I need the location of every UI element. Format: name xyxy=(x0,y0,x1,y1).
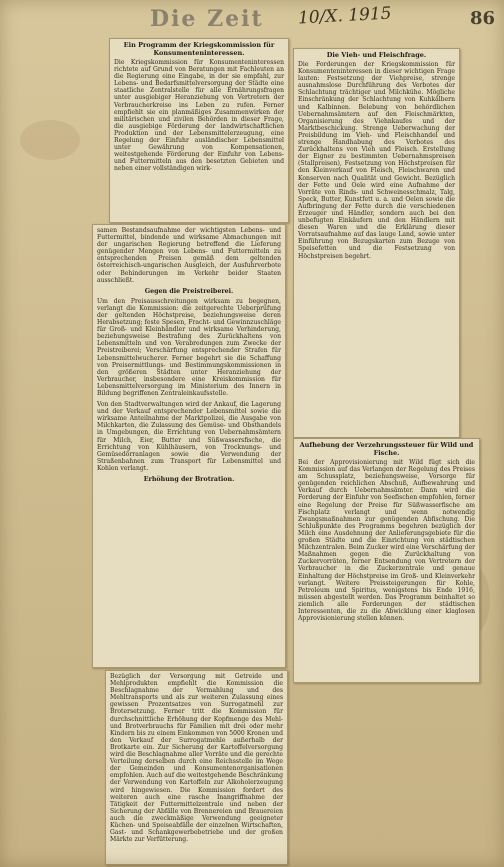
article-subheading: Erhöhung der Brotration. xyxy=(143,476,235,483)
article-clipping-game-fish xyxy=(293,438,480,683)
article-clipping-continuation xyxy=(92,224,286,668)
article-text: Bei der Approvisionierung mit Wild fügt sich die Kommission auf das Verlangen der Regelung des Preises am Schussplatz, beziehungsweise, Vorsorge für genügenden reichlichen Abschuß, Aufbewahrung und Verkauf durch Uebernahmsämter. Dann wird die Forderung der Einfuhr von Seefischen empfohlen, ferner eine Regelung der Preise für Süßwasserfische am Fischplatz verlangt und wenn notwendig Zwangsmaßnahmen zur genügenden Abfischung. Die Schlußpunkte des Programms begehren bezüglich der Milch eine Ausdehnung der Anlieferungsgebiete für die großen Städte und die Einrichtung von städtischen Milchzentralen. Beim Zucker wird eine Verschärfung der Maßnahmen gegen die Zurückhaltung von Zuckervorräten, ferner Entsendung von Vertretern der Verbraucher in die Zuckerzentrale und genaue Einhaltung der Höchstpreise im Groß- und Kleinverkehr verlangt. Weitere Preissteigerungen für Kohle, Petroleum und Spiritus, wenigstens bis Ende 1916, müssen abgestellt werden. Das Programm beinhaltet so ziemlich alle Forderungen der städtischen Interessenten, die zu die Abwicklung einer klaglosen Approvisionierung stellen können. xyxy=(298,459,477,623)
article-text: Die Forderungen der Kriegskommission für Konsumenteninteressen in dieser wichtigen Frage lauten: Festsetzung der Viehpreise, strenge ausnahmslose Durchführung des Verbotes der Schlachtung trächtiger und Milchkühe. Mögliche Einschränkung der Schlachtung von Kuhkälbern und Kalbinnen. Belebung von behördlichen Uebernahmsämtern auf den Fleischmärkten, Organisierung des Viehnkaufes und der Marktbeschickung. Strenge Ueberwachung der Preisbildung im Vieh- und Fleischhandel und strenge Handhabung des Verbotes des Zurückhaltens von Vieh und Fleisch. Erstellung der Eigner zu bestimmten Uebernahmspreisen (Stallpreisen), Festsetzung von Höchstpreisen für den Kleinverkauf von Fleisch, Fleischwaren und Konserven nach Qualität und Gewicht. Bezüglich der Fette und Oele wird eine Aufnahme der Vorräte von Rinds- und Schweinesschmalz, Talg, Speck, Butter, Kunstfett u. a. und Oelen sowie die Aufbringung der Fette durch die verschiedenen Erzeuger und Händler, sondern auch bei den unbefugten Einkäufern und den Händlern mit diesen Waren und die Erklärung dieser Vorratsaufnahme auf das lauge Land, sowie unter Einführung von Bezugskarten zum Bezuge von Speisefetten und die Festsetzung von Höchstpreisen begehrt. xyxy=(298,61,457,260)
article-text: Von den Stadtverwaltungen wird der Ankauf, die Lagerung und der Verkauf entsprechender Lebensmittel sowie die wirksame Anteilnahme der Marktpolizei, die Ausgabe von Milchkarten, die Zulassung des Gemüse- und Obsthandels in Umgebungen, die Errichtung von Uebernahmsämtern für Milch, Eier, Butter und Süßwassersfische, die Errichtung von Kühlhäusern, von Trocknungs- und Gemüsedörranlagen sowie die Verwendung der Straßenbahnen zum Transport für Lebensmittel und Kohlen verlangt. xyxy=(97,401,283,472)
article-clipping-meat xyxy=(293,48,460,438)
article-text: Die Kriegskommission für Konsumenteninteressen richtete auf Grund von Beratungen mit Fachleuten an die Regierung eine Eingabe, in der sie empfahl, zur Lebens- und Bedarfsmittelversorgung der Städte eine staatliche Zentralstelle für alle Ernährungsfragen unter ausgiebiger Heranziehung von Vertretern der Verbraucherkreise ins Leben zu rufen. Ferner empfiehlt sie ein planmäßiges Zusammenwirken der militärischen und zivilen Behörden in dieser Frage, die ausgiebige Förderung der landwirtschaftlichen Produktion und der Lebensmittelerzeugung, eine Regelung der Einfuhr ausländischer Lebensmittel unter Gewährung von Kompensationen, weitestgehende Förderung der Einfuhr von Lebens- und Futtermitteln aus den besetzten Gebieten und neben einer vollständigen wirk- xyxy=(114,59,286,173)
handwritten-date: 10/X. 1915 xyxy=(297,3,393,29)
paper-stain xyxy=(20,120,80,160)
newspaper-title: Die Zeit xyxy=(150,6,264,32)
article-text: Bezüglich der Versorgung mit Getreide und Mehlprodukten empfiehlt die Kommission die Beschlagnahme der Vermahlung und des Mehltransports und als zur weiteren Zulassung eines gewissen Prozentsatzes von Surrogatmehl zur Brotersetzung. Ferner tritt die Kommission für durchschnittliche Erhöhung der Kopfmenge des Mehl- und Brotverbrauchs für Familien mit drei oder mehr Kindern bis zu einem Einkommen von 5000 Kronen und den Verkauf der Surrogatmehle außerhalb der Brotkarte ein. Zur Sicherung der Kartoffelversorgung wird die Beschlagnahme aller Vorräte und die gerechte Verteilung derselben durch eine Reichsstelle im Wege der Gemeinden und Konsumentenorganisationen empfohlen. Auch auf die weitestgehende Beschränkung der Verwendung von Kartoffeln zur Alkoholerzeugung wird hingewiesen. Die Kommission fordert des weiteren auch eine rasche Inangriffnahme der Tätigkeit der Futtermittelzentrale und neben der Sicherung der Abfälle von Brennereien und Brauereien auch die zweckmäßige Verwendung geeigneter Küchen- und Speiseabfälle der einzelnen Wirtschaften, Gast- und Schankgewerbebetriebe und der großen Märkte zur Verfütterung. xyxy=(110,673,285,844)
article-text: Um den Preisausschreitungen wirksam zu begegnen, verlangt die Kommission: die zeitgerechte Ueberprüfung der geltenden Höchstpreise, beziehungsweise deren Herabsetzung; feste Spesen, Fracht- und Gewinnzuschläge für Groß- und Kleinhändler und wirksame Verhinderung, beziehungsweise Bestrafung des Zurückhaltens von Lebensmitteln und von Verabredungen zum Zwecke der Preistreiberei; Verschärfung entsprechender Strafen für Lebensmittelwucherer. Ferner begehrt sie die Schaffung von Preisermittlungs- und Bestimmungskommissionen in den größeren Städten unter Heranziehung der Verbraucher, insbesondere eine Kreiskommission für Lebensmittelversorgung im Ministerium des Innern in Bildung begriffenen Zentraleinkaufsstelle. xyxy=(97,297,283,397)
article-clipping-program xyxy=(109,38,289,223)
article-heading: Aufhebung der Verzehrungssteuer für Wild und Fische. xyxy=(299,441,474,457)
article-text: samen Bestandsaufnahme der wichtigsten Lebens- und Futtermittel, bindende und wirksame Abmachungen mit der ungarischen Regierung betreffend die Lieferung genügender Mengen von Lebens- und Futtermitteln zu entsprechenden Preisen gemäß dem geltenden österreichisch-ungarischen Ausgleich, der Ausfuhrverbote oder Behinderungen im Verkehr beider Staaten ausschließt. xyxy=(97,227,283,284)
article-heading: Ein Programm der Kriegskommission für Konsumenteninteressen. xyxy=(123,41,275,57)
page-number: 86 xyxy=(470,8,496,29)
article-heading: Die Vieh- und Fleischfrage. xyxy=(326,51,427,59)
article-clipping-bread xyxy=(105,670,288,865)
article-subheading: Gegen die Preistreiberei. xyxy=(144,287,234,295)
